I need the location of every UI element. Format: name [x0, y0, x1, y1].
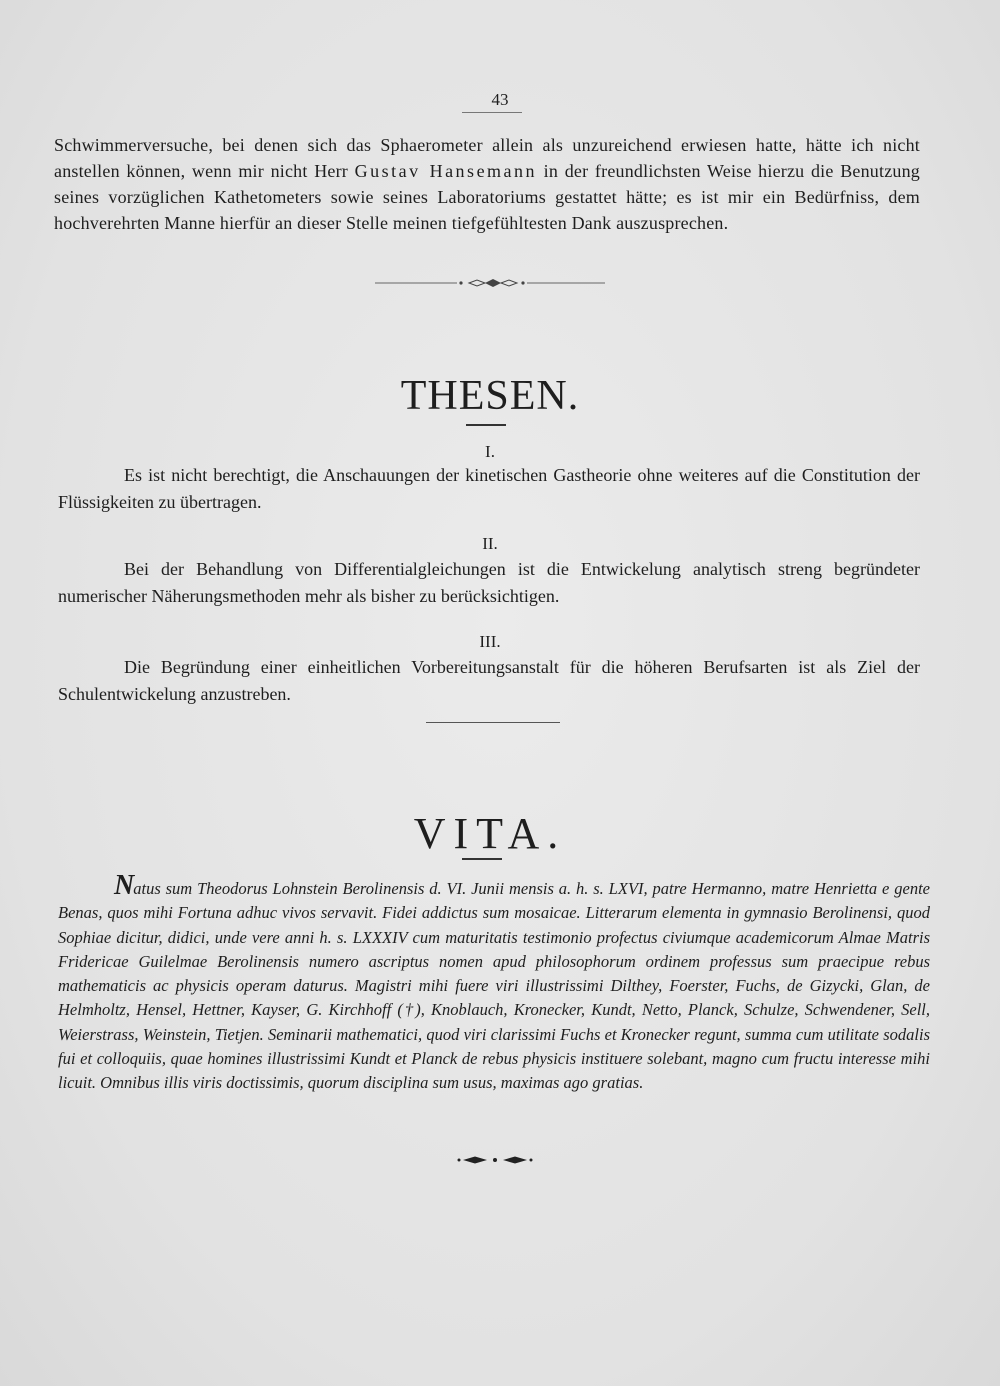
vita-heading-rule	[462, 858, 502, 860]
vita-paragraph	[58, 870, 930, 1096]
intro-text-end: in der freundlichsten Weise hierzu die Benutzung seines vorzüglichen Kathetometers sowie seines Laboratoriums gestattet hätte; es ist mir ein Bedürfniss, dem hochverehrten Manne hierfür an dieser Stelle meinen tiefgefühltesten Dank auszusprechen.	[54, 161, 920, 233]
thesis-number: II.	[482, 534, 498, 553]
vita-text: atus sum Theodorus Lohnstein Berolinensis d. VI. Junii mensis a. h. s. LXVI, patre Hermanno, matre Henrietta e gente Benas, quos mihi Fortuna adhuc vivos servavit. Fidei addictus sum mosaicae. Litterarum elementa in gymnasio Berolinensi, quod Sophiae dicitur, didici, unde vere anni h. s. LXXXIV cum maturitatis testimonio profectus civiumque academicorum Almae Matris Fridericae Guilelmae Berolinensis numero ascriptus nomen apud philosophorum ordinem professus sum praecipue rebus mathematicis ac physicis operam daturus. Magistri mihi fuere viri illustrissimi Dilthey, Foerster, Fuchs, de Gizycki, Glan, de Helmholtz, Hensel, Hettner, Kayser, G. Kirchhoff (†), Knoblauch, Kronecker, Kundt, Netto, Planck, Schulze, Schwendener, Sell, Weierstrass, Weinstein, Tietjen. Seminarii mathematici, quod viri clarissimi Fuchs et Kronecker regunt, summa cum utilitate sodalis fui et colloquiis, quae homines illustrissimi Kundt et Planck de rebus physicis instituere solebant, magno cum fructu interesse mihi licuit. Omnibus illis viris doctissimis, quorum disciplina sum usus, maximas ago gratias.	[58, 879, 930, 1093]
thesis-text: Die Begründung einer einheitlichen Vorbereitungsanstalt für die höheren Berufsarten ist als Ziel der Schulentwickelung anzustreben.	[58, 657, 920, 704]
intro-paragraph	[54, 132, 920, 236]
ornament-divider-icon	[375, 276, 605, 290]
section-divider	[426, 722, 560, 723]
end-ornament-icon	[455, 1154, 535, 1166]
thesis-number: I.	[485, 442, 495, 461]
page-number-rule	[462, 112, 522, 113]
thesen-heading-rule	[466, 424, 506, 426]
thesis-number: III.	[479, 632, 501, 651]
thesen-heading: THESEN.	[400, 373, 580, 419]
intro-text-start: Schwimmerversuche, bei denen sich das Sphaerometer allein als unzureichend erwiesen hatte, hätte ich nicht anstellen können, wenn mir nicht Herr	[54, 135, 920, 181]
page-number: 43	[491, 90, 509, 109]
intro-name: Gustav Hansemann	[354, 161, 538, 181]
vita-initial: N	[114, 870, 134, 901]
thesis-text: Bei der Behandlung von Differentialgleichungen ist die Entwickelung analytisch streng begründeter numerischer Näherungsmethoden mehr als bisher zu berücksichtigen.	[58, 559, 920, 606]
thesis-text: Es ist nicht berechtigt, die Anschauungen der kinetischen Gastheorie ohne weiteres auf die Constitution der Flüssigkeiten zu übertragen.	[58, 465, 920, 512]
vita-heading: VITA.	[413, 809, 567, 858]
